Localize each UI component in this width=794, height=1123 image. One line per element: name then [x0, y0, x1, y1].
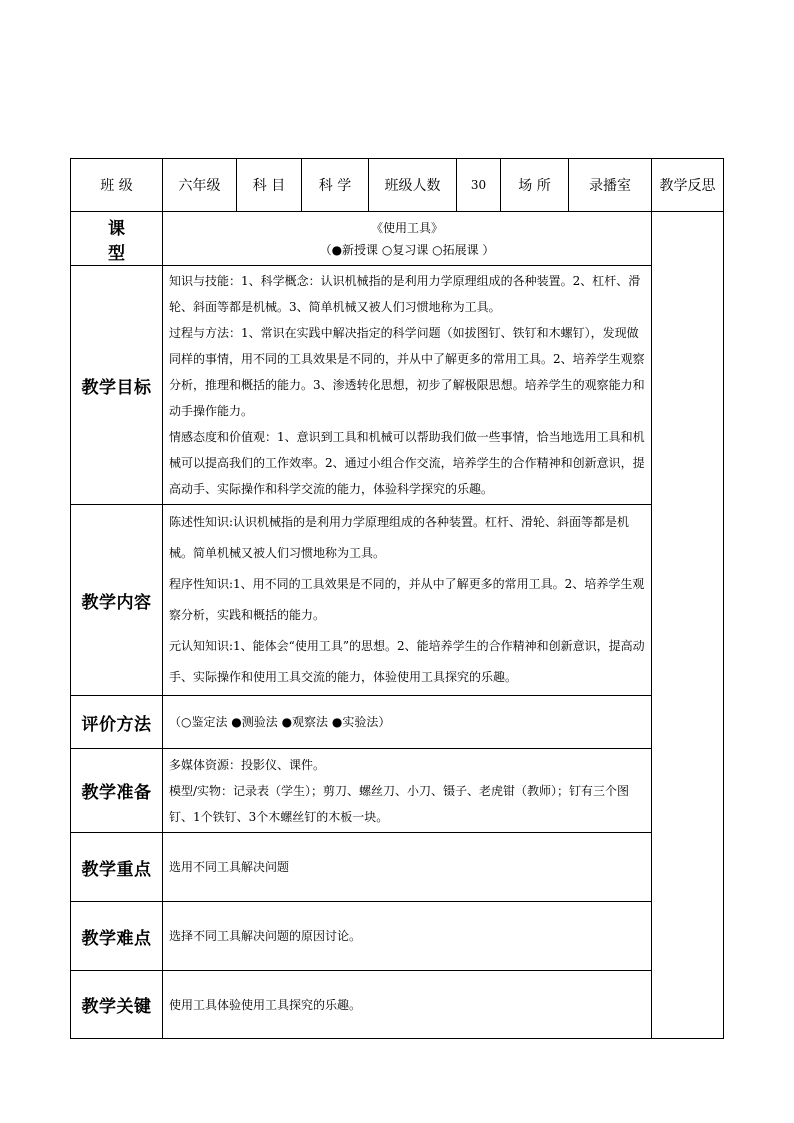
key-point-text: 选用不同工具解决问题 [163, 833, 652, 902]
subject-label: 科 目 [237, 159, 302, 212]
lesson-plan-table [70, 158, 724, 1039]
objectives-process: 过程与方法：1、常识在实践中解决指定的科学问题（如拔图钉、铁钉和木螺钉），发现做同样的事情，用不同的工具效果是不同的，并从中了解更多的常用工具。2、培养学生观察分析，推理和概括的能力。3、渗透转化思想，初步了解极限思想。培养学生的观察能力和动手操作能力。 [169, 326, 645, 418]
course-type-options: （●新授课 ○复习课 ○拓展课 ） [319, 242, 495, 257]
course-type-label: 课 型 [71, 212, 163, 266]
class-value: 六年级 [163, 159, 237, 212]
class-count-value: 30 [457, 159, 501, 212]
reflection-cell [652, 212, 724, 1039]
difficulty-text: 选择不同工具解决问题的原因讨论。 [163, 902, 652, 971]
lesson-title: 《使用工具》 [370, 220, 443, 235]
preparation-multimedia: 多媒体资源：投影仪、课件。 [169, 757, 326, 772]
place-value: 录播室 [569, 159, 652, 212]
content-metacognitive: 元认知知识:1、能体会“使用工具”的思想。2、能培养学生的合作精神和创新意识，提高动手、实际操作和使用工具交流的能力，体验使用工具探究的乐趣。 [169, 639, 645, 684]
course-type-row [71, 212, 724, 266]
subject-value: 科 学 [302, 159, 369, 212]
preparation-materials: 模型/实物：记录表（学生）；剪刀、螺丝刀、小刀、镊子、老虎钳（教师）；钉有三个图钉、1个铁钉、3个木螺丝钉的木板一块。 [169, 783, 630, 824]
content-procedural: 程序性知识:1、用不同的工具效果是不同的，并从中了解更多的常用工具。2、培养学生观察分析，实践和概括的能力。 [169, 577, 645, 622]
objectives-cell [163, 266, 652, 505]
preparation-row [71, 749, 724, 833]
evaluation-methods: （○鉴定法 ●测验法 ●观察法 ●实验法） [163, 696, 652, 749]
key-label: 教学关键 [71, 971, 163, 1039]
content-label: 教学内容 [71, 505, 163, 696]
objectives-knowledge: 知识与技能：1、科学概念：认识机械指的是利用力学原理组成的各种装置。2、杠杆、滑轮、斜面等都是机械。3、简单机械又被人们习惯地称为工具。 [169, 274, 641, 314]
difficulty-row [71, 902, 724, 971]
preparation-cell [163, 749, 652, 833]
evaluation-label: 评价方法 [71, 696, 163, 749]
key-text: 使用工具体验使用工具探究的乐趣。 [163, 971, 652, 1039]
content-declarative: 陈述性知识:认识机械指的是利用力学原理组成的各种装置。杠杆、滑轮、斜面等都是机械。简单机械又被人们习惯地称为工具。 [169, 515, 630, 560]
objectives-emotion: 情感态度和价值观：1、意识到工具和机械可以帮助我们做一些事情，恰当地选用工具和机械可以提高我们的工作效率。2、通过小组合作交流，培养学生的合作精神和创新意识，提高动手、实际操作和科学交流的能力，体验科学探究的乐趣。 [169, 430, 645, 496]
objectives-row [71, 266, 724, 505]
place-label: 场 所 [501, 159, 569, 212]
difficulty-label: 教学难点 [71, 902, 163, 971]
class-label: 班 级 [71, 159, 163, 212]
key-row [71, 971, 724, 1039]
key-point-row [71, 833, 724, 902]
content-row [71, 505, 724, 696]
header-row [71, 159, 724, 212]
class-count-label: 班级人数 [369, 159, 457, 212]
evaluation-row [71, 696, 724, 749]
preparation-label: 教学准备 [71, 749, 163, 833]
reflection-label: 教学反思 [652, 159, 724, 212]
key-point-label: 教学重点 [71, 833, 163, 902]
objectives-label: 教学目标 [71, 266, 163, 505]
course-type-cell [163, 212, 652, 266]
content-cell [163, 505, 652, 696]
